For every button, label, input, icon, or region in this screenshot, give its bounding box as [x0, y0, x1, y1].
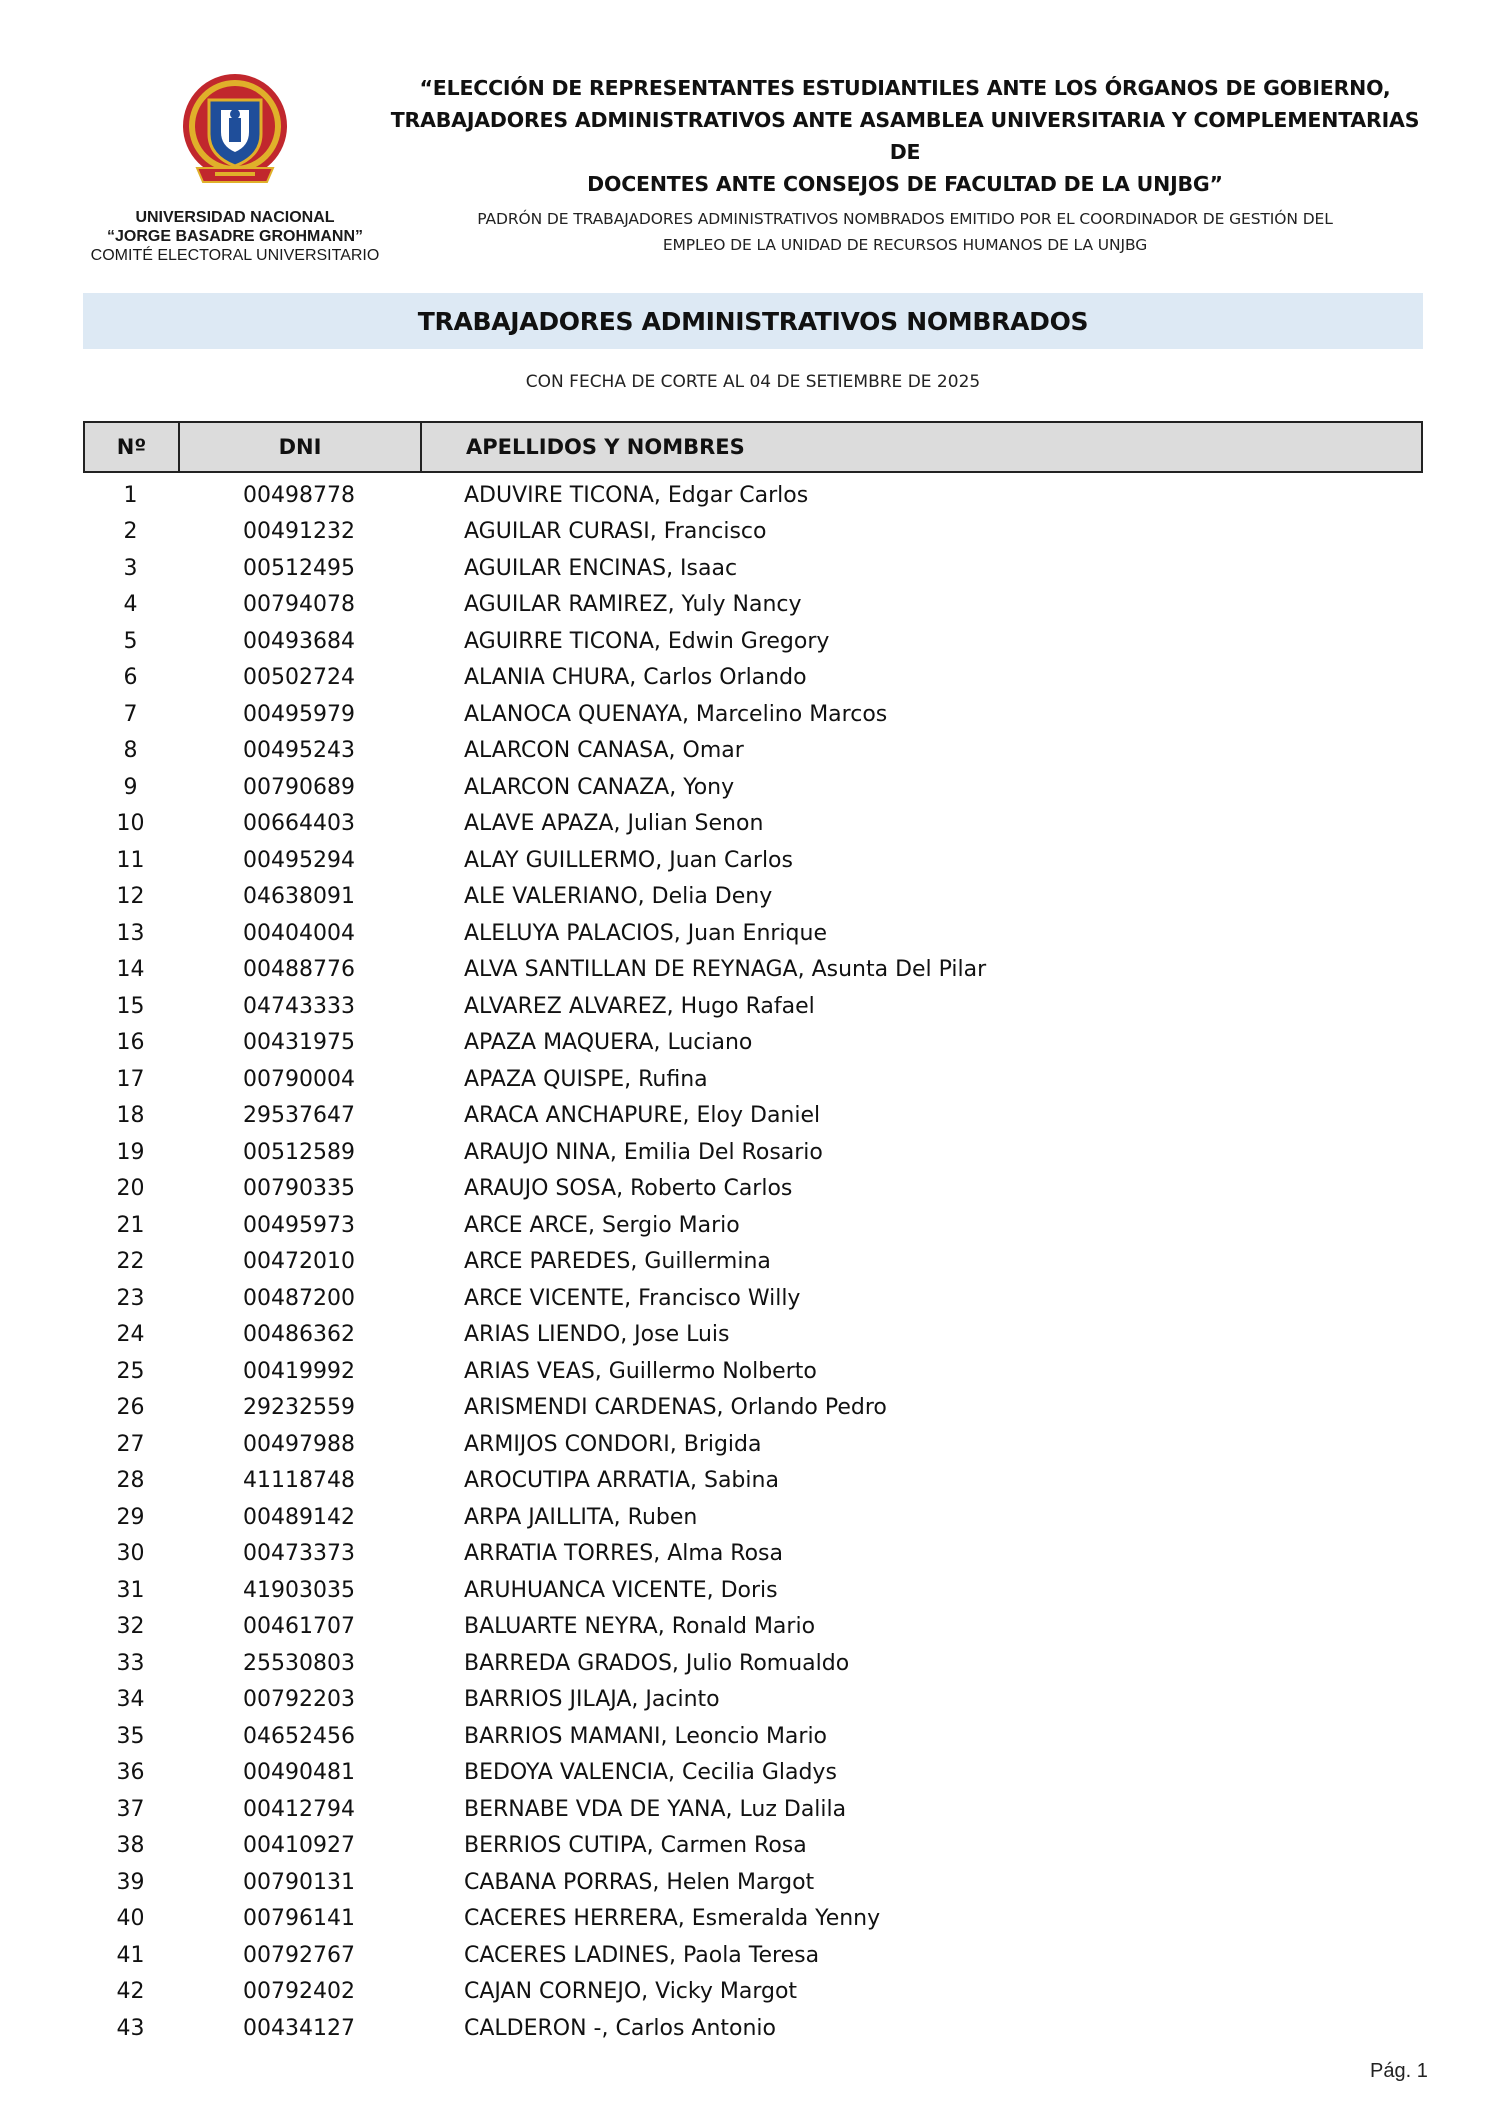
table-row	[83, 1536, 1423, 1573]
table-row	[83, 1207, 1423, 1244]
row-number: 19	[116, 1139, 145, 1165]
row-number: 34	[116, 1687, 145, 1713]
row-number: 37	[116, 1796, 145, 1822]
row-dni: 00473373	[243, 1541, 355, 1567]
table-row	[83, 477, 1423, 514]
university-name-line-1: UNIVERSIDAD NACIONAL	[135, 209, 335, 226]
row-dni: 00434127	[243, 2015, 355, 2041]
row-name: CACERES HERRERA, Esmeralda Yenny	[464, 1906, 881, 1932]
row-number: 23	[116, 1285, 145, 1311]
table-row	[83, 587, 1423, 624]
row-number: 1	[123, 482, 138, 508]
row-name: BARREDA GRADOS, Julio Romualdo	[464, 1650, 850, 1676]
row-name: ALE VALERIANO, Delia Deny	[464, 884, 773, 910]
row-dni: 41903035	[243, 1577, 355, 1603]
row-number: 40	[116, 1906, 145, 1932]
table-row	[83, 1463, 1423, 1500]
row-name: AGUILAR RAMIREZ, Yuly Nancy	[464, 592, 802, 618]
row-name: BERRIOS CUTIPA, Carmen Rosa	[464, 1833, 807, 1859]
row-name: ALVA SANTILLAN DE REYNAGA, Asunta Del Pilar	[464, 957, 987, 983]
row-dni: 00495973	[243, 1212, 355, 1238]
table-row	[83, 1864, 1423, 1901]
table-row	[83, 1572, 1423, 1609]
roster-subtitle-line-2: EMPLEO DE LA UNIDAD DE RECURSOS HUMANOS DE LA UNJBG	[662, 236, 1148, 254]
row-name: ALARCON CANASA, Omar	[464, 738, 744, 764]
table-row	[83, 2010, 1423, 2047]
row-name: ALANOCA QUENAYA, Marcelino Marcos	[464, 701, 888, 727]
row-dni: 00792767	[243, 1942, 355, 1968]
row-dni: 00790004	[243, 1066, 355, 1092]
row-name: ARUHUANCA VICENTE, Doris	[464, 1577, 778, 1603]
row-name: ARRATIA TORRES, Alma Rosa	[464, 1541, 783, 1567]
row-number: 7	[123, 701, 138, 727]
row-dni: 04743333	[243, 993, 355, 1019]
table-row	[83, 1901, 1423, 1938]
row-number: 21	[116, 1212, 145, 1238]
document-titles	[385, 72, 1425, 258]
table-row	[83, 623, 1423, 660]
row-number: 2	[123, 519, 138, 545]
university-name-line-2: “JORGE BASADRE GROHMANN”	[106, 228, 363, 245]
row-dni: 00486362	[243, 1322, 355, 1348]
row-dni: 04638091	[243, 884, 355, 910]
row-dni: 25530803	[243, 1650, 355, 1676]
row-dni: 00489142	[243, 1504, 355, 1530]
row-dni: 00472010	[243, 1249, 355, 1275]
row-dni: 00790131	[243, 1869, 355, 1895]
row-number: 27	[116, 1431, 145, 1457]
row-name: CAJAN CORNEJO, Vicky Margot	[464, 1979, 798, 2005]
row-number: 41	[116, 1942, 145, 1968]
table-row	[83, 1244, 1423, 1281]
row-number: 9	[123, 774, 138, 800]
row-name: ARAUJO NINA, Emilia Del Rosario	[464, 1139, 823, 1165]
row-name: BARRIOS JILAJA, Jacinto	[464, 1687, 720, 1713]
row-name: ARPA JAILLITA, Ruben	[464, 1504, 698, 1530]
row-dni: 41118748	[243, 1468, 355, 1494]
row-number: 18	[116, 1103, 145, 1129]
row-dni: 00796141	[243, 1906, 355, 1932]
row-name: ARAUJO SOSA, Roberto Carlos	[464, 1176, 793, 1202]
row-name: AGUILAR ENCINAS, Isaac	[464, 555, 738, 581]
row-name: ALAY GUILLERMO, Juan Carlos	[464, 847, 793, 873]
row-name: ADUVIRE TICONA, Edgar Carlos	[464, 482, 809, 508]
row-dni: 04652456	[243, 1723, 355, 1749]
row-dni: 00410927	[243, 1833, 355, 1859]
table-row	[83, 988, 1423, 1025]
row-dni: 00495979	[243, 701, 355, 727]
row-name: ALANIA CHURA, Carlos Orlando	[464, 665, 807, 691]
row-dni: 00493684	[243, 628, 355, 654]
table-row	[83, 769, 1423, 806]
table-row	[83, 1718, 1423, 1755]
election-title-line-1: “ELECCIÓN DE REPRESENTANTES ESTUDIANTILES ANTE LOS ÓRGANOS DE GOBIERNO,	[419, 76, 1391, 100]
table-row	[83, 1280, 1423, 1317]
table-row	[83, 514, 1423, 551]
row-dni: 00498778	[243, 482, 355, 508]
row-dni: 00495243	[243, 738, 355, 764]
roster-subtitle	[385, 206, 1425, 258]
row-name: CABANA PORRAS, Helen Margot	[464, 1869, 815, 1895]
row-name: AGUILAR CURASI, Francisco	[464, 519, 767, 545]
row-name: ALELUYA PALACIOS, Juan Enrique	[464, 920, 827, 946]
row-number: 14	[116, 957, 145, 983]
row-number: 31	[116, 1577, 145, 1603]
row-dni: 00488776	[243, 957, 355, 983]
row-number: 10	[116, 811, 145, 837]
row-dni: 00495294	[243, 847, 355, 873]
row-number: 11	[116, 847, 145, 873]
row-number: 39	[116, 1869, 145, 1895]
row-name: AROCUTIPA ARRATIA, Sabina	[464, 1468, 779, 1494]
row-dni: 00502724	[243, 665, 355, 691]
workers-table	[83, 421, 1423, 2047]
row-number: 36	[116, 1760, 145, 1786]
row-dni: 00512495	[243, 555, 355, 581]
table-row	[83, 660, 1423, 697]
column-header-dni: DNI	[180, 423, 422, 471]
row-dni: 00794078	[243, 592, 355, 618]
table-row	[83, 1755, 1423, 1792]
row-name: ALARCON CANAZA, Yony	[464, 774, 735, 800]
row-number: 24	[116, 1322, 145, 1348]
table-row	[83, 915, 1423, 952]
row-dni: 00792203	[243, 1687, 355, 1713]
table-row	[83, 1791, 1423, 1828]
row-dni: 00497988	[243, 1431, 355, 1457]
table-row	[83, 1390, 1423, 1427]
table-row	[83, 1828, 1423, 1865]
election-title-line-3: DOCENTES ANTE CONSEJOS DE FACULTAD DE LA UNJBG”	[587, 172, 1223, 196]
university-seal-icon	[175, 70, 295, 190]
table-row	[83, 1061, 1423, 1098]
row-dni: 00404004	[243, 920, 355, 946]
row-number: 38	[116, 1833, 145, 1859]
table-row	[83, 1098, 1423, 1135]
row-number: 16	[116, 1030, 145, 1056]
row-name: ARISMENDI CARDENAS, Orlando Pedro	[464, 1395, 887, 1421]
university-block	[70, 70, 400, 265]
row-dni: 00790335	[243, 1176, 355, 1202]
roster-subtitle-line-1: PADRÓN DE TRABAJADORES ADMINISTRATIVOS NOMBRADOS EMITIDO POR EL COORDINADOR DE GESTIÓN DEL	[477, 210, 1333, 228]
row-name: ARIAS VEAS, Guillermo Nolberto	[464, 1358, 817, 1384]
row-number: 26	[116, 1395, 145, 1421]
row-name: BARRIOS MAMANI, Leoncio Mario	[464, 1723, 828, 1749]
page-number: Pág. 1	[1370, 2060, 1428, 2082]
row-number: 13	[116, 920, 145, 946]
table-row	[83, 1171, 1423, 1208]
row-number: 6	[123, 665, 138, 691]
table-row	[83, 842, 1423, 879]
table-header	[83, 421, 1423, 473]
row-number: 25	[116, 1358, 145, 1384]
row-number: 4	[123, 592, 138, 618]
row-number: 20	[116, 1176, 145, 1202]
table-row	[83, 1682, 1423, 1719]
row-number: 30	[116, 1541, 145, 1567]
row-dni: 00792402	[243, 1979, 355, 2005]
row-number: 15	[116, 993, 145, 1019]
document-header	[0, 0, 1500, 264]
row-name: APAZA MAQUERA, Luciano	[464, 1030, 753, 1056]
row-number: 3	[123, 555, 138, 581]
row-name: CACERES LADINES, Paola Teresa	[464, 1942, 820, 1968]
row-name: BALUARTE NEYRA, Ronald Mario	[464, 1614, 816, 1640]
section-title-band	[83, 293, 1423, 349]
row-name: ARMIJOS CONDORI, Brigida	[464, 1431, 762, 1457]
table-row	[83, 696, 1423, 733]
row-name: CALDERON -, Carlos Antonio	[464, 2015, 776, 2041]
row-name: ALVAREZ ALVAREZ, Hugo Rafael	[464, 993, 815, 1019]
election-title-line-2: TRABAJADORES ADMINISTRATIVOS ANTE ASAMBLEA UNIVERSITARIA Y COMPLEMENTARIAS DE	[390, 108, 1420, 164]
section-title: TRABAJADORES ADMINISTRATIVOS NOMBRADOS	[417, 306, 1089, 336]
table-row	[83, 952, 1423, 989]
row-number: 33	[116, 1650, 145, 1676]
row-dni: 29537647	[243, 1103, 355, 1129]
row-name: AGUIRRE TICONA, Edwin Gregory	[464, 628, 830, 654]
row-number: 29	[116, 1504, 145, 1530]
table-row	[83, 1134, 1423, 1171]
table-row	[83, 1353, 1423, 1390]
row-dni: 00487200	[243, 1285, 355, 1311]
column-header-name: APELLIDOS Y NOMBRES	[466, 435, 745, 459]
row-name: ARCE VICENTE, Francisco Willy	[464, 1285, 801, 1311]
row-number: 12	[116, 884, 145, 910]
table-row	[83, 1426, 1423, 1463]
row-dni: 00412794	[243, 1796, 355, 1822]
row-name: ARIAS LIENDO, Jose Luis	[464, 1322, 730, 1348]
table-row	[83, 1317, 1423, 1354]
row-number: 5	[123, 628, 138, 654]
row-dni: 00431975	[243, 1030, 355, 1056]
table-row	[83, 1645, 1423, 1682]
row-dni: 00664403	[243, 811, 355, 837]
table-row	[83, 1025, 1423, 1062]
row-name: ARACA ANCHAPURE, Eloy Daniel	[464, 1103, 821, 1129]
row-number: 22	[116, 1249, 145, 1275]
table-row	[83, 1499, 1423, 1536]
table-row	[83, 879, 1423, 916]
row-dni: 00512589	[243, 1139, 355, 1165]
row-dni: 00490481	[243, 1760, 355, 1786]
row-dni: 00419992	[243, 1358, 355, 1384]
row-dni: 00491232	[243, 519, 355, 545]
table-row	[83, 806, 1423, 843]
row-number: 42	[116, 1979, 145, 2005]
row-name: APAZA QUISPE, Rufina	[464, 1066, 708, 1092]
table-row	[83, 1974, 1423, 2011]
table-body	[83, 477, 1423, 2047]
column-header-number: Nº	[85, 423, 180, 471]
table-row	[83, 1937, 1423, 1974]
row-number: 32	[116, 1614, 145, 1640]
row-name: BERNABE VDA DE YANA, Luz Dalila	[464, 1796, 847, 1822]
row-name: ARCE ARCE, Sergio Mario	[464, 1212, 740, 1238]
row-dni: 00461707	[243, 1614, 355, 1640]
row-dni: 00790689	[243, 774, 355, 800]
row-number: 8	[123, 738, 138, 764]
row-number: 17	[116, 1066, 145, 1092]
row-name: ARCE PAREDES, Guillermina	[464, 1249, 771, 1275]
row-number: 28	[116, 1468, 145, 1494]
row-name: BEDOYA VALENCIA, Cecilia Gladys	[464, 1760, 837, 1786]
table-row	[83, 733, 1423, 770]
table-row	[83, 550, 1423, 587]
row-name: ALAVE APAZA, Julian Senon	[464, 811, 764, 837]
row-number: 43	[116, 2015, 145, 2041]
electoral-committee: COMITÉ ELECTORAL UNIVERSITARIO	[90, 247, 380, 264]
row-number: 35	[116, 1723, 145, 1749]
cutoff-date: CON FECHA DE CORTE AL 04 DE SETIEMBRE DE 2025	[525, 372, 981, 392]
row-dni: 29232559	[243, 1395, 355, 1421]
table-row	[83, 1609, 1423, 1646]
